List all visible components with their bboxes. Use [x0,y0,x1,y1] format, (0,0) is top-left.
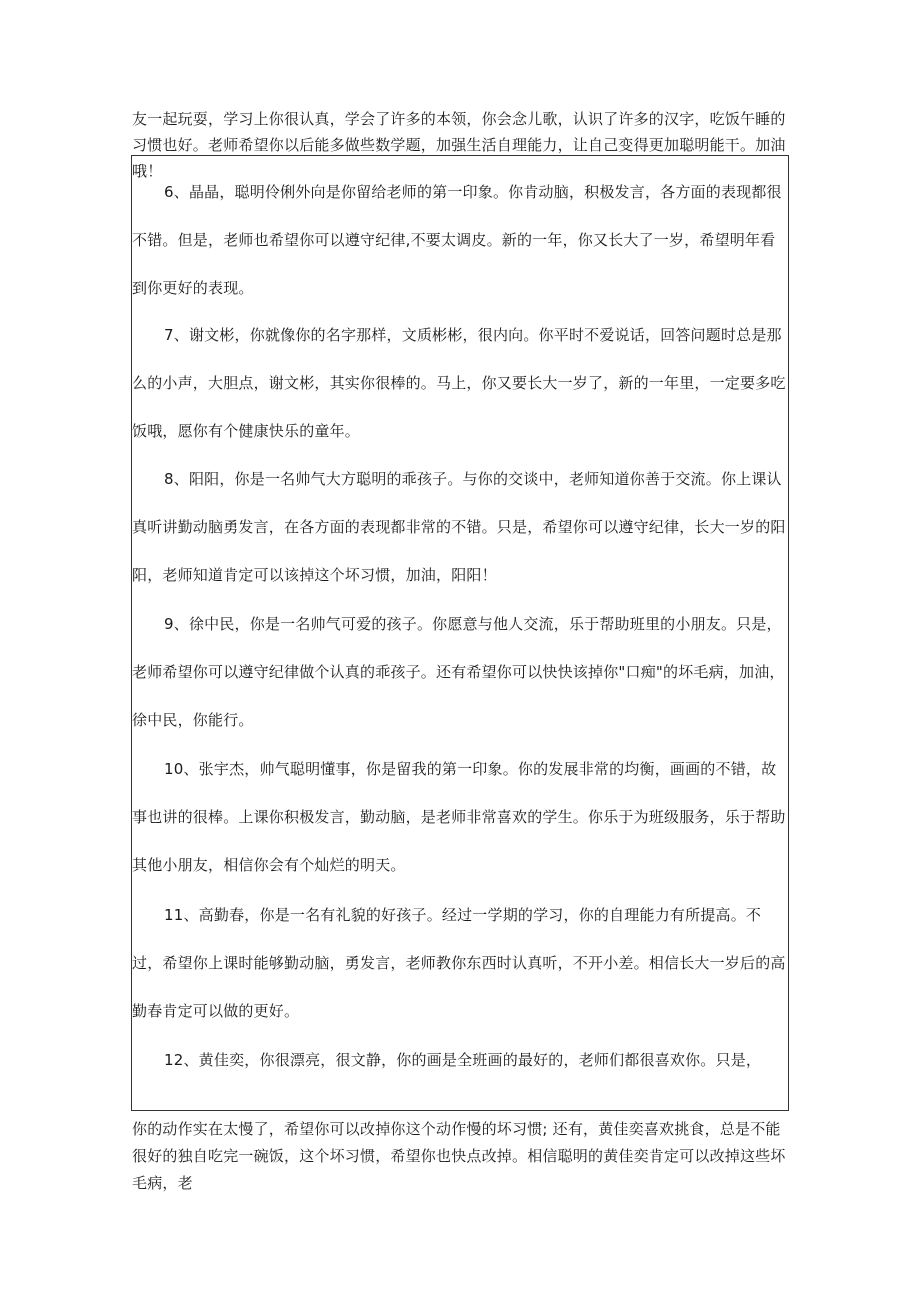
comment-entry-11: 11、高勤春，你是一名有礼貌的好孩子。经过一学期的学习，你的自理能力有所提高。不过，希望你上课时能够勤动脑，勇发言，老师教你东西时认真听，不开小差。相信长大一岁后的高勤春肯定可以做的更好。 [132,906,786,1020]
comment-entry-12: 12、黄佳奕，你很漂亮，很文静，你的画是全班画的最好的，老师们都很喜欢你。只是， [164,1051,762,1069]
comment-entry-6: 6、晶晶，聪明伶俐外向是你留给老师的第一印象。你肯动脑，积极发言，各方面的表现都很不错。但是，老师也希望你可以遵守纪律,不要太调皮。新的一年，你又长大了一岁，希望明年看到你更好的表现。 [132,183,782,297]
comment-entry-9: 9、徐中民，你是一名帅气可爱的孩子。你愿意与他人交流，乐于帮助班里的小朋友。只是，老师希望你可以遵守纪律做个认真的乖孩子。还有希望你可以快快该掉你"口痴"的坏毛病，加油，徐中民，你能行。 [132,615,785,729]
comment-entry-10: 10、张宇杰，帅气聪明懂事，你是留我的第一印象。你的发展非常的均衡，画画的不错，故事也讲的很棒。上课你积极发言，勤动脑，是老师非常喜欢的学生。你乐于为班级服务，乐于帮助其他小朋友，相信你会有个灿烂的明天。 [132,760,786,874]
top-paragraph: 友一起玩耍，学习上你很认真，学会了许多的本领，你会念儿歌，认识了许多的汉字，吃饭午睡的习惯也好。老师希望你以后能多做些数学题，加强生活自理能力，让自己变得更加聪明能干。加油哦！ [132,110,786,180]
comment-entry-8: 8、阳阳，你是一名帅气大方聪明的乖孩子。与你的交谈中，老师知道你善于交流。你上课认真听讲勤动脑勇发言，在各方面的表现都非常的不错。只是，希望你可以遵守纪律，长大一岁的阳阳，老师知道肯定可以该掉这个坏习惯，加油，阳阳！ [132,470,786,584]
comment-entry-7: 7、谢文彬，你就像你的名字那样，文质彬彬，很内向。你平时不爱说话，回答问题时总是那么的小声，大胆点，谢文彬，其实你很棒的。马上，你又要长大一岁了，新的一年里，一定要多吃饭哦，愿你有个健康快乐的童年。 [132,326,786,440]
bottom-paragraph: 你的动作实在太慢了，希望你可以改掉你这个动作慢的坏习惯; 还有，黄佳奕喜欢挑食，总是不能很好的独自吃完一碗饭，这个坏习惯，希望你也快点改掉。相信聪明的黄佳奕肯定可以改掉这些坏毛病，老 [132,1120,786,1192]
